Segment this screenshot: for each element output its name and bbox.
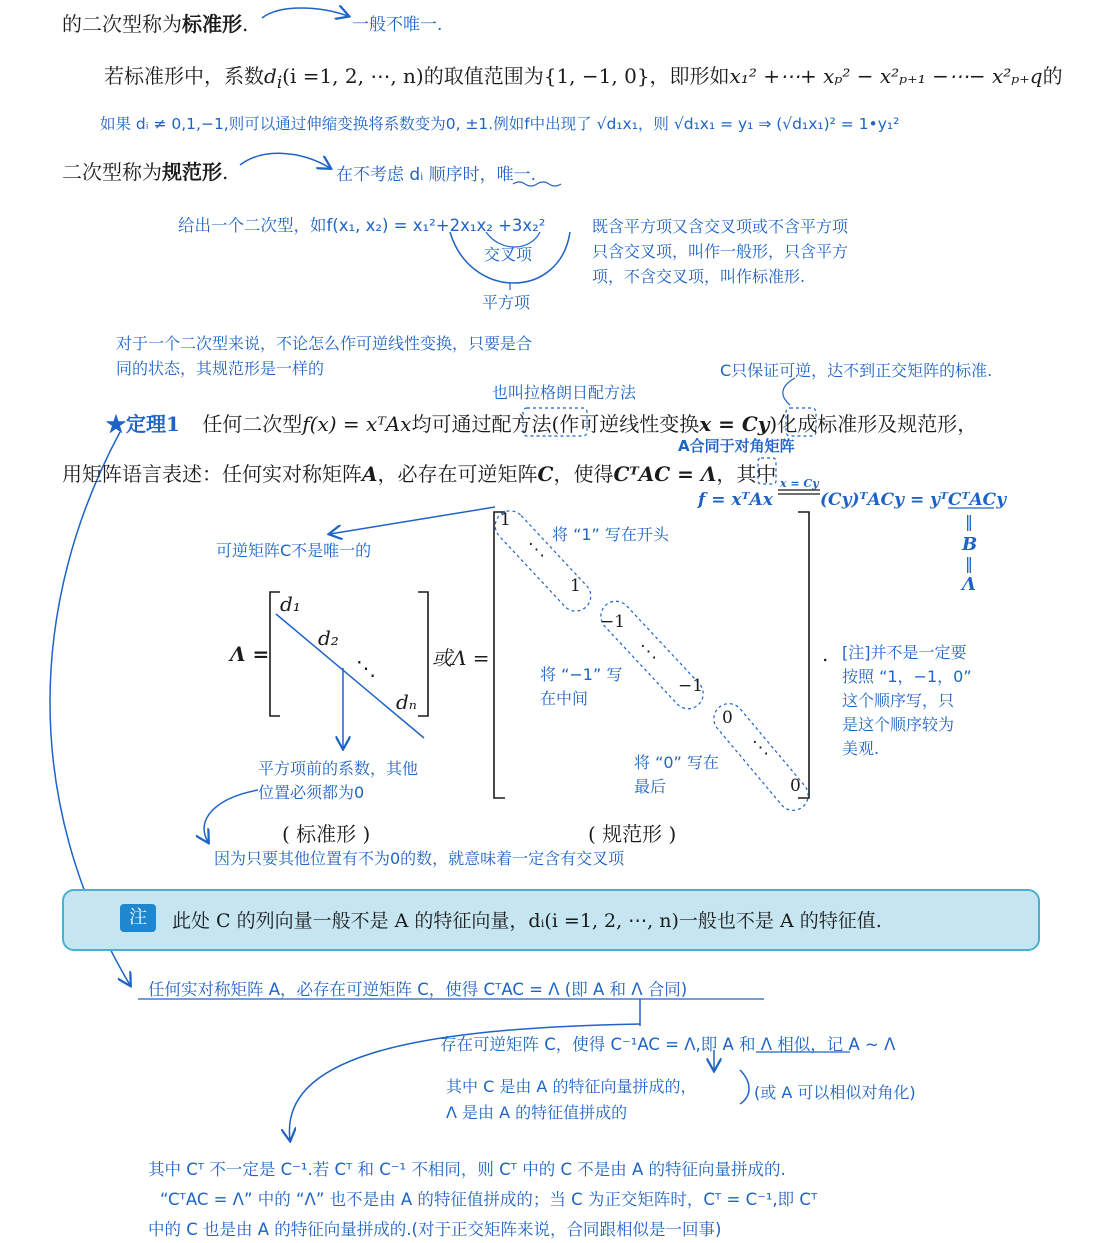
std-lhs: Λ = [230,642,270,666]
derive-eq1: ‖ [965,512,973,531]
para2 [104,60,1063,92]
ml-C: C [537,462,554,486]
example-right-3: 项，不含交叉项，叫作标准形. [592,267,806,286]
para2-range: (i =1, 2, ⋯, n)的取值范围为{1, −1, 0}，即形如 [282,64,730,88]
example-square-label: 平方项 [482,293,531,312]
ml-text4: ，其中 [716,462,777,486]
theorem-text3: (作可逆线性变换 [551,412,700,436]
derive-over: x = Cy [780,477,819,490]
para2-d: d [264,64,277,88]
canon-zero-bot: 0 [790,776,801,796]
std-or: 或Λ = [432,646,490,670]
example-right-2: 只含交叉项，叫作一般形，只含平方 [592,242,849,261]
label-standard-form: ( 标准形 ) [282,822,371,846]
canon-note-3a: 将 “0” 写在 [634,753,719,772]
annot-coeff-2: 位置必须都为0 [258,783,365,802]
line3-text: 二次型称为 [62,160,162,184]
canon-neg-bot: −1 [678,676,704,696]
ml-A: A [362,462,378,486]
ml-eq: CᵀAC = Λ [613,462,717,486]
example-intro: 给出一个二次型，如f(x₁, x₂) = x₁²+2x₁x₂ +3x₂² [178,216,546,235]
bottom-line-6: 中的 C 也是由 A 的特征向量拼成的.(对于正交矩阵来说，合同跟相似是一回事) [148,1220,722,1239]
ml-text1: 用矩阵语言表述：任何实对称矩阵 [62,462,362,486]
annot-unique-canon: 在不考虑 dᵢ 顺序时，唯一. [336,165,537,185]
note-order-3: 这个顺序写，只 [842,691,955,710]
canon-zero-top: 0 [722,708,733,728]
note-tag: 注 [120,904,156,932]
line3-term: 规范形 [162,160,222,184]
note-order-2: 按照 “1，−1，0” [842,667,972,686]
annot-invariant-1: 对于一个二次型来说，不论怎么作可逆线性变换，只要是合 [116,334,533,353]
note-order-4: 是这个顺序较为 [842,715,955,734]
ml-text3: ，使得 [553,462,614,486]
annot-lagrange: 也叫拉格朗日配方法 [492,383,637,402]
derive-eq2: ‖ [965,554,973,573]
canon-period: . [822,642,829,666]
bottom-line-4: 其中 Cᵀ 不一定是 C⁻¹.若 Cᵀ 和 C⁻¹ 不相同，则 Cᵀ 中的 C 不是由 A 的特征向量拼成的. [148,1160,786,1179]
annot-congruent: A合同于对角矩阵 [678,437,795,455]
canon-one-bot: 1 [570,576,581,596]
bottom-line-5: “CᵀAC = Λ” 中的 “Λ” 也不是由 A 的特征值拼成的；当 C 为正交矩阵时，Cᵀ = C⁻¹,即 Cᵀ [160,1190,818,1209]
theorem-text2: 均可通过 [411,412,492,436]
theorem-1 [106,408,977,437]
para2-tail: 的 [1042,64,1063,88]
para2-text: 若标准形中，系数 [104,64,264,88]
canon-one-top: 1 [500,510,511,530]
canon-note-2a: 将 “−1” 写 [540,665,623,684]
derive-lhs: f = xᵀAx [698,490,773,510]
derive-Lambda: Λ [962,574,976,595]
std-d2: d₂ [318,626,339,650]
matrix-language [62,458,776,487]
std-dn: dₙ [396,690,417,714]
line3-end: . [222,160,229,184]
bottom-line-1: 任何实对称矩阵 A，必存在可逆矩阵 C，使得 CᵀAC = Λ (即 A 和 Λ 合同) [148,980,688,999]
para2-sub: i [276,73,283,92]
note-order-5: 美观. [842,739,880,758]
bottom-line-3c: (或 A 可以相似对角化) [754,1083,916,1102]
std-dots: ⋱ [356,656,376,680]
theorem-star: ★定理1 [106,412,180,436]
theorem-text4: )化成标准形及规范形， [769,412,978,436]
std-d1: d₁ [280,592,301,616]
line3 [62,156,228,185]
canon-dots-2: ⋱ [640,642,657,662]
canon-note-3b: 最后 [634,777,667,796]
canon-dots-3: ⋱ [752,738,769,758]
line1-term: 标准形 [182,12,242,36]
line1-end: . [242,12,249,36]
theorem-fx: f(x) = xᵀAx [302,412,412,436]
example-cross-label: 交叉项 [484,245,533,264]
bottom-line-2: 存在可逆矩阵 C，使得 C⁻¹AC = Λ,即 A 和 Λ 相似，记 A ~ Λ [440,1035,896,1054]
annot-c-not-unique: 可逆矩阵C不是唯一的 [216,541,372,560]
note-order-1: [注]并不是一定要 [842,643,967,662]
annot-cross-term: 因为只要其他位置有不为0的数，就意味着一定含有交叉项 [214,849,625,868]
line1-text: 的二次型称为 [62,12,182,36]
para2-expr: x₁² +⋯+ xₚ² − x²ₚ₊₁ −⋯− x²ₚ₊q [729,64,1043,88]
bottom-line-3a: 其中 C 是由 A 的特征向量拼成的， [446,1077,697,1096]
derive-B: B [962,534,978,555]
line1 [62,8,248,37]
annot-rescale: 如果 dᵢ ≠ 0,1,−1,则可以通过伸缩变换将系数变为0, ±1.例如f中出现了 √d₁x₁，则 √d₁x₁ = y₁ ⇒ (√d₁x₁)² = 1•y₁² [100,115,900,133]
theorem-text1: 任何二次型 [202,412,303,436]
ml-text2: ，必存在可逆矩阵 [377,462,538,486]
annot-c-invertible: C只保证可逆，达不到正交矩阵的标准. [720,361,993,380]
canon-neg-top: −1 [600,612,626,632]
example-right-1: 既含平方项又含交叉项或不含平方项 [592,217,849,236]
canon-dots-1: ⋱ [528,540,545,560]
theorem-xcy: x = Cy [699,412,770,436]
label-canonical-form: ( 规范形 ) [588,822,677,846]
canon-note-2b: 在中间 [540,689,589,708]
annot-not-unique-std: 一般不唯一. [352,15,443,35]
note-text: 此处 C 的列向量一般不是 A 的特征向量，dᵢ(i =1, 2, ⋯, n)一般也不是 A 的特征值. [172,910,882,932]
theorem-method: 配方法 [491,412,552,436]
annot-coeff-1: 平方项前的系数，其他 [258,759,419,778]
canon-note-1: 将 “1” 写在开头 [552,525,669,544]
derive-rhs: (Cy)ᵀACy = yᵀCᵀACy [820,490,1007,510]
bottom-line-3b: Λ 是由 A 的特征值拼成的 [446,1103,628,1122]
annot-invariant-2: 同的状态，其规范形是一样的 [116,359,325,378]
